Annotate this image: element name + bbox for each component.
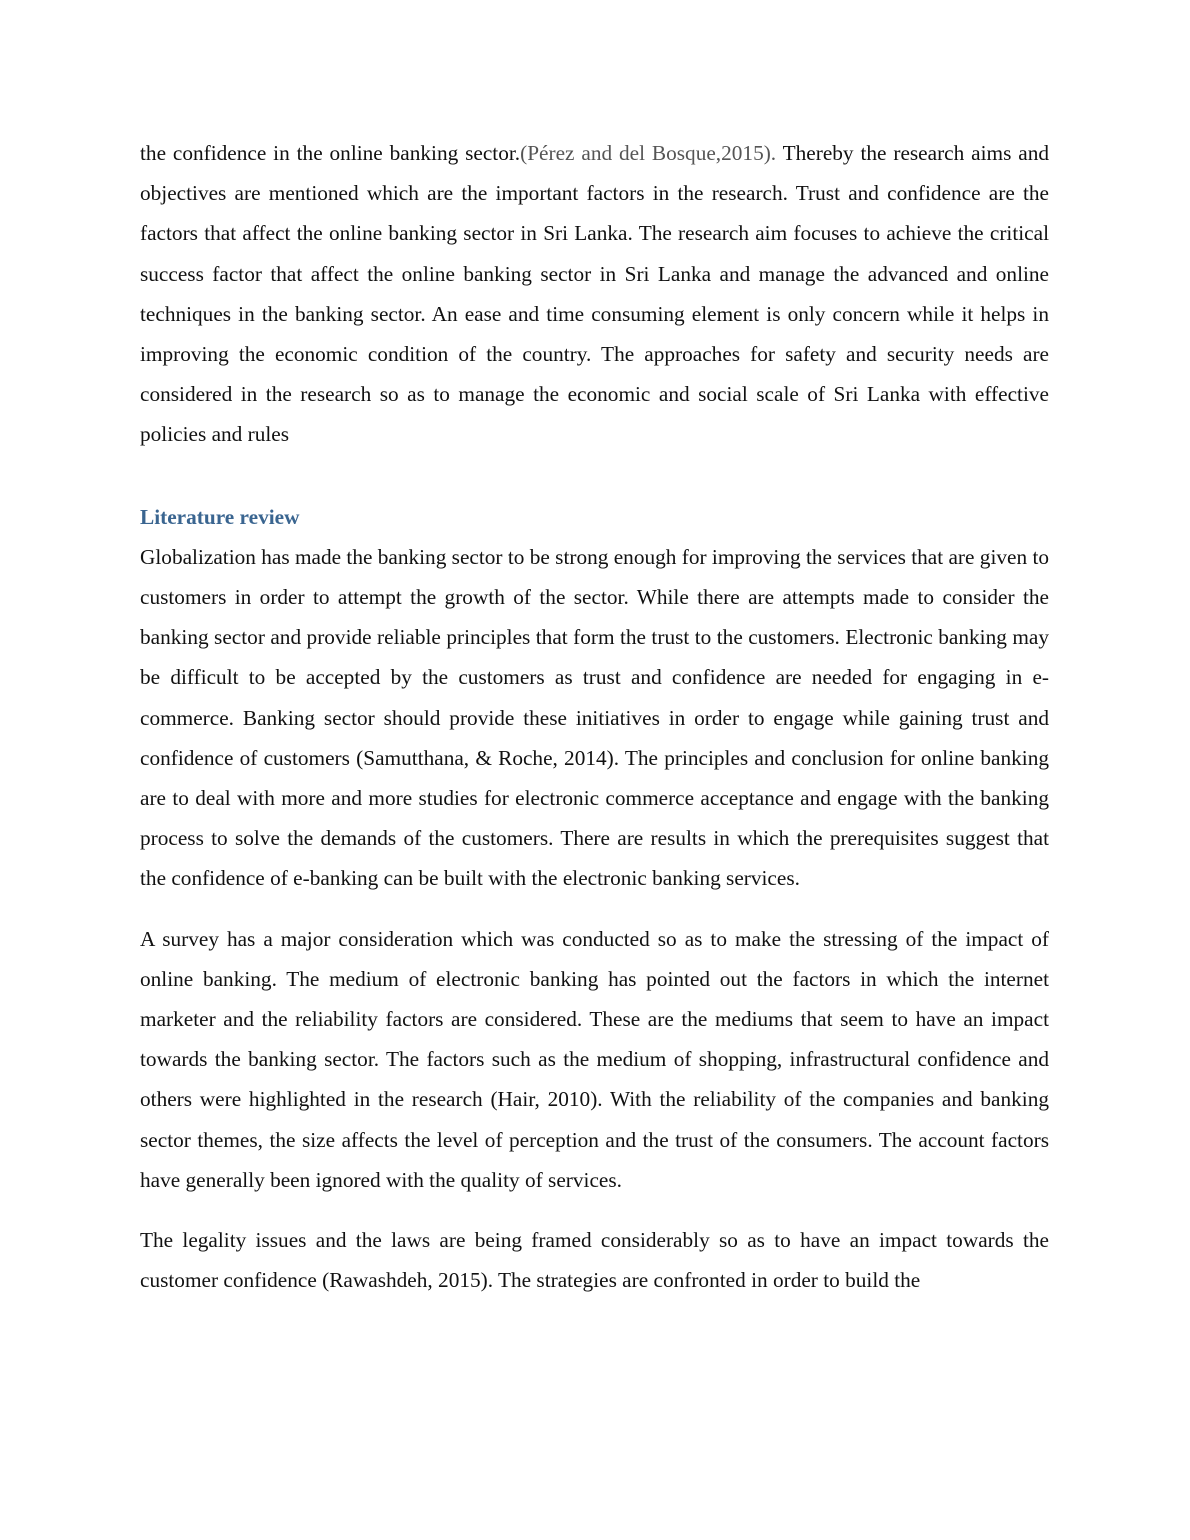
literature-paragraph-3: The legality issues and the laws are being framed considerably so as to have an impact towards the customer confidence (Rawashdeh, 2015). The strategies are confronted in order to build the (140, 1228, 1049, 1293)
literature-paragraph-1: Globalization has made the banking sector to be strong enough for improving the services that are given to customers in order to attempt the growth of the sector. While there are attempts made to consider the banking sector and provide reliable principles that form the trust to the customers. Electronic banking may be difficult to be accepted by the customers as trust and confidence are needed for engaging in e-commerce. Banking sector should provide these initiatives in order to engage while gaining trust and confidence of customers (Samutthana, & Roche, 2014). The principles and conclusion for online banking are to deal with more and more studies for electronic commerce acceptance and engage with the banking process to solve the demands of the customers. There are results in which the prerequisites suggest that the confidence of e-banking can be built with the electronic banking services. (140, 544, 1050, 891)
literature-paragraph-2: A survey has a major consideration which was conducted so as to make the stressing of the impact of online banking. The medium of electronic banking has pointed out the factors in which the internet marketer and the reliability factors are considered. These are the mediums that seem to have an impact towards the banking sector. The factors such as the medium of shopping, infrastructural confidence and others were highlighted in the research (Hair, 2010). With the reliability of the companies and banking sector themes, the size affects the level of perception and the trust of the consumers. The account factors have generally been ignored with the quality of services. (140, 926, 1049, 1192)
intro-lead-text: the confidence in the online banking sector. (140, 141, 521, 165)
intro-rest-text: Thereby the research aims and objectives are mentioned which are the important factors in the research. Trust and confidence are the factors that affect the online banking sector in Sri Lanka. The research aim focuses to achieve the critical success factor that affect the online banking sector in Sri Lanka and manage the advanced and online techniques in the banking sector. An ease and time consuming element is only concern while it helps in improving the economic condition of the country. The approaches for safety and security needs are considered in the research so as to manage the economic and social scale of Sri Lanka with effective policies and rules (140, 141, 1050, 447)
intro-paragraph (140, 133, 1049, 455)
section-heading-literature-review: Literature review (140, 504, 300, 529)
document-page (140, 133, 1049, 1300)
intro-citation: (Pérez and del Bosque,2015). (520, 141, 777, 165)
